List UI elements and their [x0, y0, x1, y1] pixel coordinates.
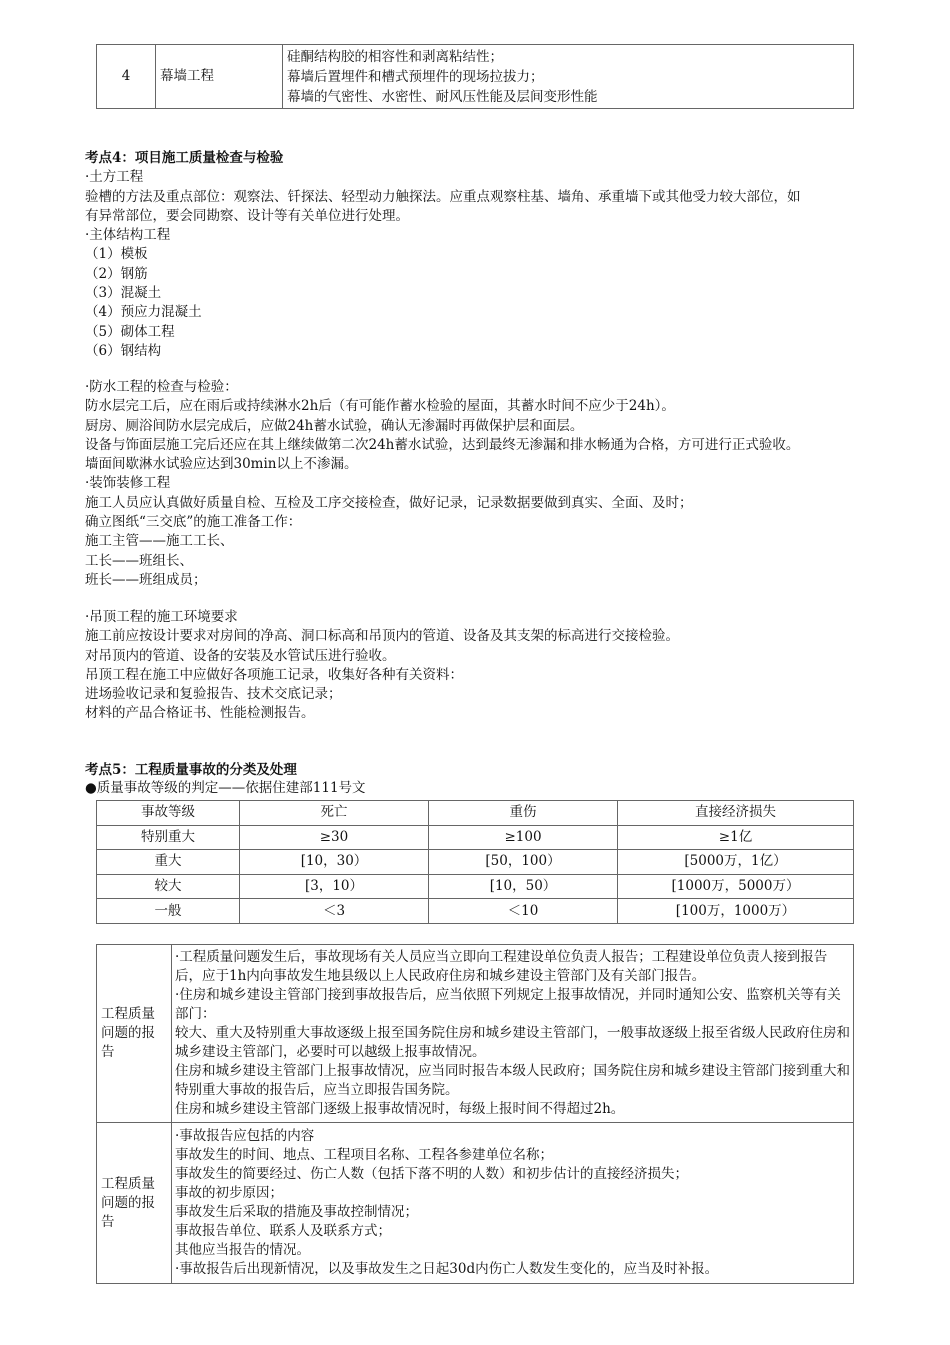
- table-row: [97, 899, 854, 924]
- report-table: [96, 944, 854, 1284]
- waterproof-line: ·防水工程的检查与检验：: [85, 379, 238, 395]
- structure-item: （1）模板: [85, 246, 148, 263]
- decoration-heading: ·装饰装修工程: [85, 475, 171, 492]
- section5-title: 考点5：工程质量事故的分类及处理: [85, 762, 297, 778]
- report-line: 事故发生的简要经过、伤亡人数（包括下落不明的人数）和初步估计的直接经济损失；: [175, 1166, 688, 1182]
- structure-item: （4）预应力混凝土: [85, 304, 202, 321]
- earthwork-text: 验槽的方法及重点部位：观察法、钎探法、轻型动力触探法。应重点观察柱基、墙角、承重墙下或其他受力较大部位，如: [85, 188, 801, 205]
- report-line: 住房和城乡建设主管部门逐级上报事故情况时，每级上报时间不得超过2h。: [175, 1101, 625, 1117]
- waterproof-line: 墙面间歇淋水试验应达到30min以上不渗漏。: [85, 456, 358, 473]
- report-line: 住房和城乡建设主管部门上报事故情况，应当同时报告本级人民政府；国务院住房和城乡建设主管部门接到重大和特别重大事故的报告后，应当立即报告国务院。: [175, 1063, 850, 1098]
- loss-cell: [5000万，1亿）: [618, 850, 854, 875]
- death-cell: ≥30: [240, 825, 429, 850]
- injury-cell: [10，50）: [429, 874, 618, 899]
- section4: [85, 149, 905, 361]
- table-row: [97, 850, 854, 875]
- item-name: 幕墙工程: [156, 45, 283, 109]
- ceiling-line: 进场验收记录和复验报告、技术交底记录；: [85, 686, 342, 703]
- decoration-line: 班长——班组成员；: [85, 571, 207, 588]
- section5-header: [85, 761, 905, 797]
- accident-grade-table: [96, 800, 854, 924]
- earthwork-text: 有异常部位，要会同勘察、设计等有关单位进行处理。: [85, 207, 409, 224]
- ceiling-heading: ·吊顶工程的施工环境要求: [85, 609, 238, 625]
- injury-cell: [50，100）: [429, 850, 618, 875]
- decoration-line: 工长——班组长、: [85, 552, 193, 569]
- item-line: 硅酮结构胶的相容性和剥离粘结性；: [287, 48, 503, 65]
- waterproof-line: 设备与饰面层施工完后还应在其上继续做第二次24h蓄水试验，达到最终无渗漏和排水畅通为合格，方可进行正式验收。: [85, 436, 800, 453]
- loss-cell: ≥1亿: [618, 825, 854, 850]
- section4-title: 考点4：项目施工质量检查与检验: [85, 150, 284, 166]
- header-injury: 重伤: [429, 801, 618, 826]
- table-row: [97, 1123, 854, 1284]
- report-content: [172, 1123, 854, 1284]
- table-header-row: [97, 801, 854, 826]
- report-content: [172, 945, 854, 1123]
- waterproof-line: 厨房、厕浴间防水层完成后，应做24h蓄水试验，确认无渗漏时再做保护层和面层。: [85, 417, 584, 434]
- report-line: 事故发生后采取的措施及事故控制情况；: [175, 1204, 418, 1220]
- loss-cell: [100万，1000万）: [618, 899, 854, 924]
- structure-item: （5）砌体工程: [85, 323, 175, 340]
- ceiling-block: [85, 608, 905, 724]
- report-line: 较大、重大及特别重大事故逐级上报至国务院住房和城乡建设主管部门，一般事故逐级上报至省级人民政府住房和城乡建设主管部门，必要时可以越级上报事故情况。: [175, 1025, 850, 1060]
- report-line: ·事故报告应包括的内容: [175, 1128, 315, 1144]
- grade-cell: 特别重大: [97, 825, 240, 850]
- item-line: 幕墙后置埋件和槽式预埋件的现场拉拔力；: [287, 68, 544, 85]
- header-death: 死亡: [240, 801, 429, 826]
- death-cell: [10，30）: [240, 850, 429, 875]
- header-loss: 直接经济损失: [618, 801, 854, 826]
- report-label: 工程质量问题的报告: [97, 945, 172, 1123]
- report-line: 事故报告单位、联系人及联系方式；: [175, 1223, 391, 1239]
- table-row: [97, 825, 854, 850]
- death-cell: [3，10）: [240, 874, 429, 899]
- ceiling-line: 吊顶工程在施工中应做好各项施工记录，收集好各种有关资料：: [85, 666, 463, 683]
- injury-cell: ≥100: [429, 825, 618, 850]
- item-number: 4: [97, 45, 156, 109]
- grade-cell: 一般: [97, 899, 240, 924]
- structure-item: （3）混凝土: [85, 285, 162, 302]
- waterproof-block: [85, 378, 905, 590]
- item-line: 幕墙的气密性、水密性、耐风压性能及层间变形性能: [287, 88, 598, 105]
- table-row: [97, 874, 854, 899]
- structure-heading: ·主体结构工程: [85, 227, 171, 244]
- report-line: 其他应当报告的情况。: [175, 1242, 310, 1258]
- report-line: 事故的初步原因；: [175, 1185, 283, 1201]
- decoration-line: 确立图纸“三交底”的施工准备工作：: [85, 514, 302, 531]
- loss-cell: [1000万，5000万）: [618, 874, 854, 899]
- decoration-line: 施工人员应认真做好质量自检、互检及工序交接检查，做好记录，记录数据要做到真实、全面、及时；: [85, 494, 693, 511]
- grade-cell: 较大: [97, 874, 240, 899]
- earthwork-heading: ·土方工程: [85, 169, 144, 186]
- section5-subtitle: ●质量事故等级的判定——依据住建部111号文: [85, 780, 366, 796]
- table-row: [97, 45, 854, 109]
- structure-item: （2）钢筋: [85, 265, 148, 282]
- waterproof-line: 防水层完工后，应在雨后或持续淋水2h后（有可能作蓄水检验的屋面，其蓄水时间不应少于24h）。: [85, 398, 675, 415]
- curtain-wall-table: [96, 44, 854, 109]
- structure-item: （6）钢结构: [85, 342, 162, 359]
- report-line: 事故发生的时间、地点、工程项目名称、工程各参建单位名称；: [175, 1147, 553, 1163]
- grade-cell: 重大: [97, 850, 240, 875]
- report-line: ·事故报告后出现新情况，以及事故发生之日起30d内伤亡人数发生变化的，应当及时补报。: [175, 1261, 719, 1277]
- report-line: ·工程质量问题发生后，事故现场有关人员应当立即向工程建设单位负责人报告；工程建设单位负责人接到报告后，应于1h内向事故发生地县级以上人民政府住房和城乡建设主管部门及有关部门报告。: [175, 949, 828, 984]
- report-label: 工程质量问题的报告: [97, 1123, 172, 1284]
- death-cell: ＜3: [240, 899, 429, 924]
- injury-cell: ＜10: [429, 899, 618, 924]
- decoration-line: 施工主管——施工工长、: [85, 533, 234, 550]
- ceiling-line: 施工前应按设计要求对房间的净高、洞口标高和吊顶内的管道、设备及其支架的标高进行交接检验。: [85, 628, 679, 645]
- header-grade: 事故等级: [97, 801, 240, 826]
- item-content: [283, 45, 854, 109]
- table-row: [97, 945, 854, 1123]
- ceiling-line: 材料的产品合格证书、性能检测报告。: [85, 705, 315, 722]
- report-line: ·住房和城乡建设主管部门接到事故报告后，应当依照下列规定上报事故情况，并同时通知公安、监察机关等有关部门：: [175, 987, 841, 1022]
- ceiling-line: 对吊顶内的管道、设备的安装及水管试压进行验收。: [85, 647, 396, 664]
